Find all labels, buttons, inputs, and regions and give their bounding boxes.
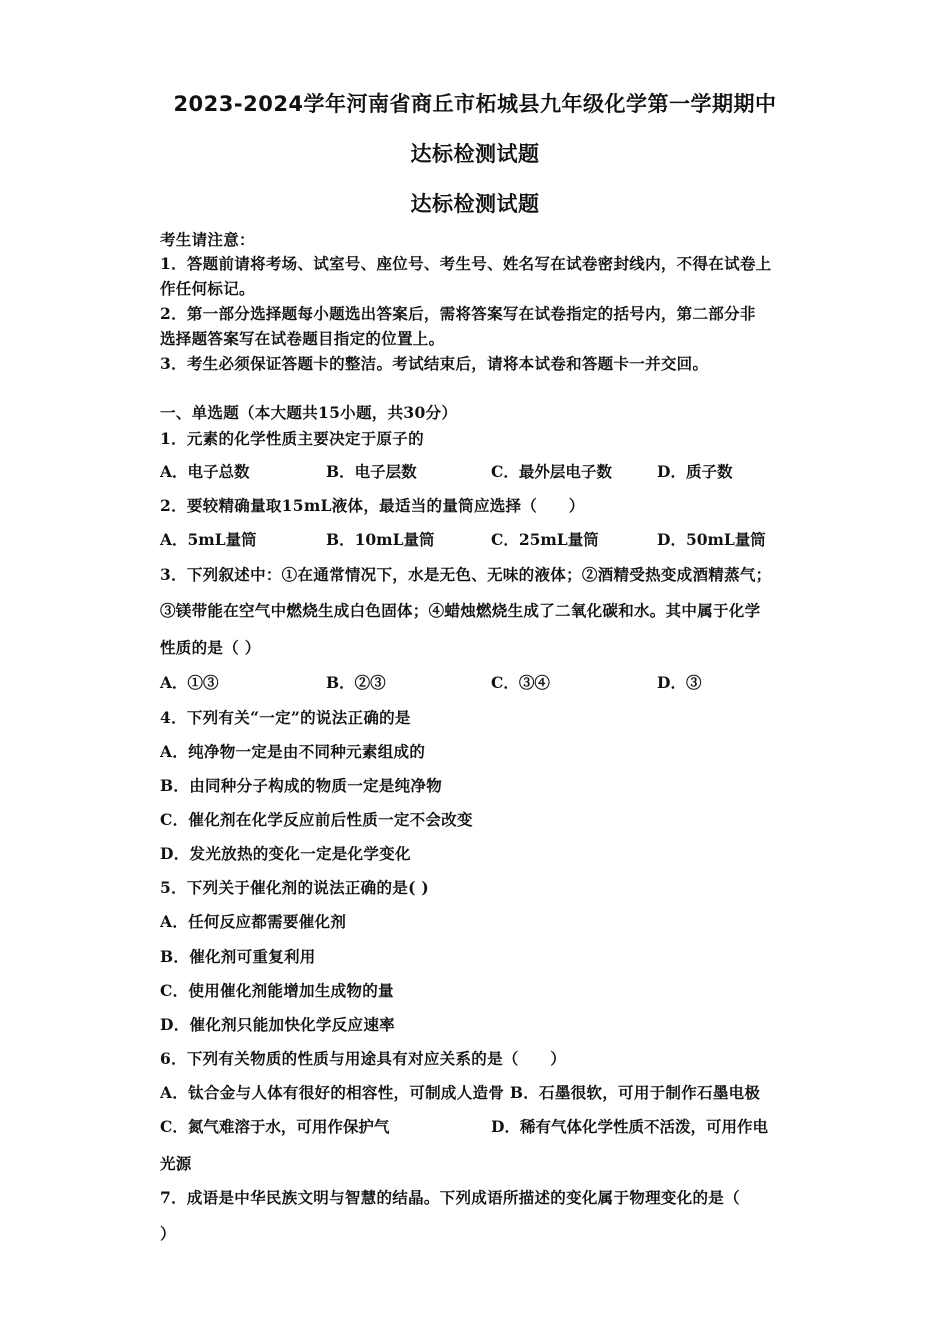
q6-options-ab: A．钛合金与人体有很好的相容性，可制成人造骨 B．石墨很软，可用于制作石墨电极	[160, 1083, 761, 1102]
q6-option-d: D．稀有气体化学性质不活泼，可用作电	[491, 1117, 768, 1136]
q3-option-c: C．③④	[491, 673, 550, 692]
q6-stem: 6．下列有关物质的性质与用途具有对应关系的是（ ）	[160, 1049, 567, 1068]
q5-option-d: D．催化剂只能加快化学反应速率	[160, 1015, 395, 1034]
q5-option-b: B．催化剂可重复利用	[160, 947, 316, 966]
q5-option-a: A．任何反应都需要催化剂	[160, 912, 347, 931]
q3-stem-b: ③镁带能在空气中燃烧生成白色固体；④蜡烛燃烧生成了二氧化碳和水。其中属于化学	[160, 601, 761, 620]
q2-option-b: B．10mL量筒	[326, 530, 435, 549]
notice-item-3: 3．考生必须保证答题卡的整洁。考试结束后，请将本试卷和答题卡一并交回。	[160, 354, 709, 373]
q4-stem: 4．下列有关“一定”的说法正确的是	[160, 708, 411, 727]
q3-stem-a: 3．下列叙述中：①在通常情况下，水是无色、无味的液体；②酒精受热变成酒精蒸气；	[160, 565, 772, 584]
q5-stem: 5．下列关于催化剂的说法正确的是( )	[160, 878, 430, 897]
q3-option-b: B．②③	[326, 673, 386, 692]
notice-item-1b: 作任何标记。	[160, 279, 255, 298]
exam-title-line3: 达标检测试题	[410, 192, 540, 216]
q4-option-a: A．纯净物一定是由不同种元素组成的	[160, 742, 426, 761]
q7-stem-a: 7．成语是中华民族文明与智慧的结晶。下列成语所描述的变化属于物理变化的是（	[160, 1188, 740, 1207]
notice-item-1a: 1．答题前请将考场、试室号、座位号、考生号、姓名写在试卷密封线内，不得在试卷上	[160, 254, 772, 273]
q6-option-c: C．氮气难溶于水，可用作保护气	[160, 1117, 390, 1136]
q5-option-c: C．使用催化剂能增加生成物的量	[160, 981, 394, 1000]
q7-stem-b: ）	[160, 1224, 176, 1243]
notice-heading: 考生请注意：	[160, 230, 255, 249]
q1-option-a: A．电子总数	[160, 462, 250, 481]
notice-item-2a: 2．第一部分选择题每小题选出答案后，需将答案写在试卷指定的括号内，第二部分非	[160, 304, 756, 323]
q4-option-c: C．催化剂在化学反应前后性质一定不会改变	[160, 810, 473, 829]
q3-option-d: D．③	[657, 673, 702, 692]
q6-option-d-continued: 光源	[160, 1154, 192, 1173]
q1-option-d: D．质子数	[657, 462, 733, 481]
q2-option-d: D．50mL量筒	[657, 530, 766, 549]
section-heading: 一、单选题（本大题共15小题，共30分）	[160, 403, 458, 422]
q4-option-d: D．发光放热的变化一定是化学变化	[160, 844, 411, 863]
q1-option-b: B．电子层数	[326, 462, 417, 481]
exam-title-line1: 2023-2024学年河南省商丘市柘城县九年级化学第一学期期中	[173, 92, 777, 116]
q1-stem: 1．元素的化学性质主要决定于原子的	[160, 429, 424, 448]
q3-stem-c: 性质的是（ ）	[160, 638, 261, 657]
notice-item-2b: 选择题答案写在试卷题目指定的位置上。	[160, 329, 445, 348]
q3-option-a: A．①③	[160, 673, 219, 692]
exam-title-line2: 达标检测试题	[410, 142, 540, 166]
q2-option-c: C．25mL量筒	[491, 530, 599, 549]
q2-stem: 2．要较精确量取15mL液体，最适当的量筒应选择（ ）	[160, 496, 585, 515]
q2-option-a: A．5mL量筒	[160, 530, 257, 549]
q4-option-b: B．由同种分子构成的物质一定是纯净物	[160, 776, 443, 795]
q1-option-c: C．最外层电子数	[491, 462, 612, 481]
